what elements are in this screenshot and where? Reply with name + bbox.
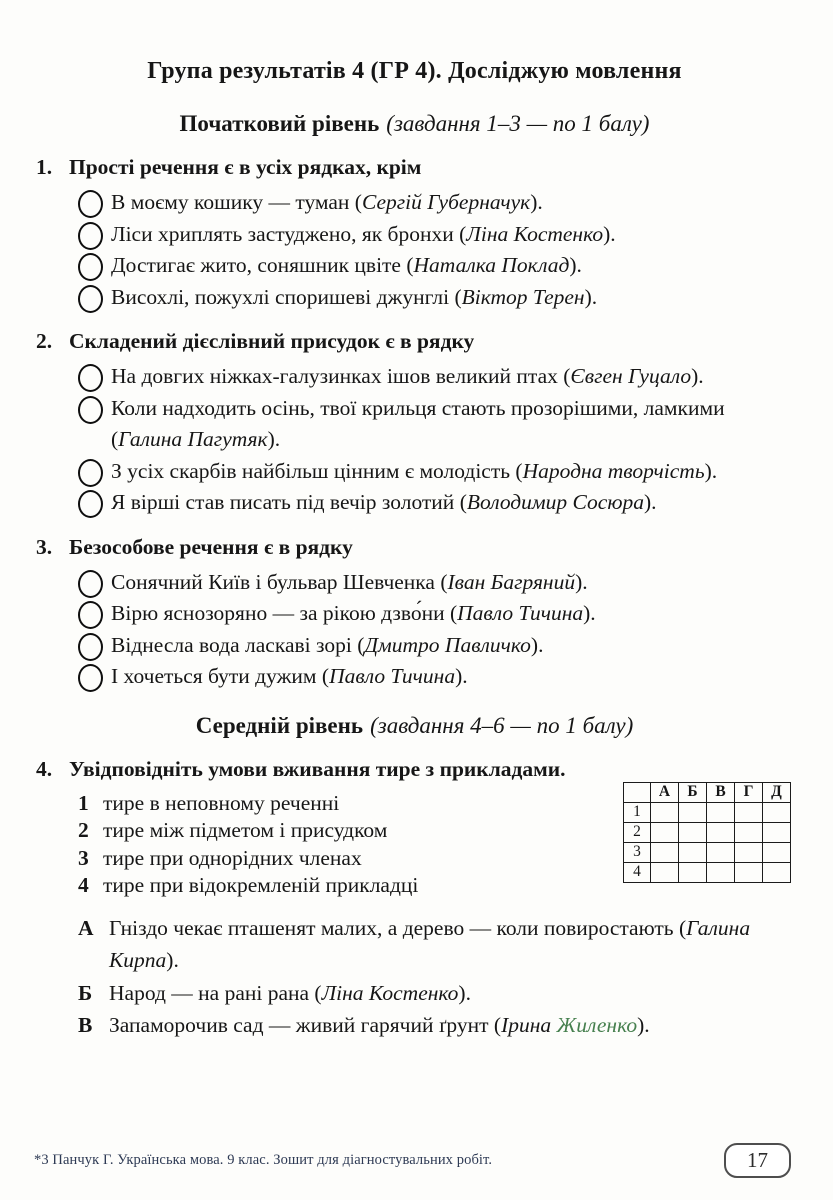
radio-circle-icon[interactable] [78,570,103,598]
footnote: *3 Панчук Г. Українська мова. 9 клас. Зошит для діагностувальних робіт. [34,1152,493,1168]
answer-grid-cell[interactable] [763,842,791,862]
condition-item [78,790,623,818]
answer-option[interactable] [78,187,793,219]
option-author: Дмитро Павличко [364,632,531,657]
answer-grid-cell[interactable] [651,822,679,842]
answer-grid-col-header: Д [763,782,791,802]
condition-list [78,790,623,900]
radio-circle-icon[interactable] [78,396,103,424]
page-footer [34,1143,791,1178]
option-author: Наталка Поклад [413,253,570,277]
condition-number: 3 [78,845,89,870]
answer-grid-cell[interactable] [735,862,763,882]
question-number: 1. [36,155,53,179]
option-text: Ліси хриплять застуджено, як бронхи (Ліна Костенко). [111,221,616,246]
option-author: Галина Пагутяк [118,427,268,451]
question-1-heading [36,152,793,182]
question-4-heading [36,754,793,784]
level-note: (завдання 1–3 — по 1 балу) [386,111,650,136]
answer-grid-row [624,802,791,822]
answer-grid-row [624,822,791,842]
answer-grid-row [624,842,791,862]
example-letter: Б [78,980,93,1005]
answer-grid-cell[interactable] [651,862,679,882]
radio-circle-icon[interactable] [78,364,103,392]
answer-grid-col-header: А [651,782,679,802]
answer-option[interactable] [78,567,793,599]
level-name: Середній рівень [195,712,364,738]
answer-grid-row-header: 2 [624,822,651,842]
example-list [78,912,778,1042]
question-prompt: Складений дієслівний присудок є в рядку [69,329,475,353]
answer-grid-col-header: В [707,782,735,802]
answer-grid-cell[interactable] [679,862,707,882]
answer-option[interactable] [78,630,793,662]
option-text: Достигає жито, соняшник цвіте (Наталка Поклад). [111,253,582,277]
question-prompt: Прості речення є в усіх рядках, крім [69,155,422,179]
question-3-options [78,567,793,693]
option-author: Володимир Сосюра [466,490,644,514]
option-text: З усіх скарбів найбільш цінним є молодість (Народна творчість). [111,458,718,483]
example-author-highlight: Жиленко [556,1013,638,1037]
answer-grid-row-header: 4 [624,862,651,882]
answer-grid-cell[interactable] [763,822,791,842]
option-author: Павло Тичина [329,664,456,688]
answer-grid-row-header: 1 [624,802,651,822]
option-text: І хочеться бути дужим (Павло Тичина). [111,664,468,688]
question-number: 4. [36,756,53,781]
level-name: Початковий рівень [179,111,380,136]
page-title: Група результатів 4 (ГР 4). Досліджую мовлення [147,58,682,84]
answer-grid-row-header: 3 [624,842,651,862]
example-item [78,912,778,977]
radio-circle-icon[interactable] [78,664,103,692]
answer-option[interactable] [78,361,793,393]
answer-grid [623,782,791,883]
answer-grid-cell[interactable] [763,802,791,822]
answer-grid-cell[interactable] [707,862,735,882]
answer-grid-col-header: Б [679,782,707,802]
page-number-badge: 17 [724,1143,791,1178]
question-prompt: Увідповідніть умови вживання тире з прикладами. [69,756,566,781]
option-author: Павло Тичина [457,601,584,625]
option-text: Вірю яснозоряно — за рікою дзво́ни (Павло Тичина). [111,601,596,625]
answer-grid-cell[interactable] [679,842,707,862]
level-note: (завдання 4–6 — по 1 балу) [370,712,634,738]
condition-item [78,872,623,900]
answer-grid-col-header: Г [735,782,763,802]
condition-number: 2 [78,818,89,842]
radio-circle-icon[interactable] [78,459,103,487]
answer-option[interactable] [78,661,793,693]
answer-grid-header-row [624,782,791,802]
example-author: Ліна Костенко [321,980,459,1005]
option-author: Сергій Губерначук [361,190,531,214]
answer-grid-row [624,862,791,882]
condition-number: 4 [78,873,89,897]
answer-option[interactable] [78,598,793,630]
answer-grid-corner-cell [624,782,651,802]
radio-circle-icon[interactable] [78,490,103,518]
question-4 [36,754,793,1042]
option-text: В моєму кошику — туман (Сергій Губерначук). [111,190,543,214]
answer-option[interactable] [78,250,793,282]
question-4-body [78,783,793,900]
question-1 [36,152,793,313]
example-text: Народ — на рані рана (Ліна Костенко). [109,980,471,1005]
answer-option[interactable] [78,456,793,488]
question-prompt: Безособове речення є в рядку [69,534,353,559]
question-number: 2. [36,329,53,353]
example-author: Ірина [501,1013,557,1037]
question-2-heading [36,326,793,356]
answer-grid-cell[interactable] [707,802,735,822]
option-author: Ліна Костенко [466,221,604,246]
level-heading-middle [36,711,793,741]
answer-grid-cell[interactable] [679,802,707,822]
question-2-options [78,361,793,519]
question-3-heading [36,532,793,562]
question-3 [36,532,793,693]
example-author: Галина Кирпа [109,915,751,972]
radio-circle-icon[interactable] [78,253,103,281]
option-text: Я вірші став писать під вечір золотий (Володимир Сосюра). [111,490,657,514]
radio-circle-icon[interactable] [78,285,103,313]
condition-item [78,845,623,873]
radio-circle-icon[interactable] [78,601,103,629]
answer-option[interactable] [78,219,793,251]
answer-grid-cell[interactable] [707,842,735,862]
option-text: Сонячний Київ і бульвар Шевченка (Іван Багряний). [111,569,588,594]
option-text: Коли надходить осінь, твої крильця стають прозорішими, ламкими (Галина Пагутяк). [111,395,725,451]
radio-circle-icon[interactable] [78,190,103,218]
answer-grid-cell[interactable] [735,822,763,842]
condition-text: тире в неповному реченні [103,790,340,815]
level-heading-beginner [36,109,793,139]
answer-grid-cell[interactable] [735,842,763,862]
example-letter: А [78,915,94,940]
answer-grid-cell[interactable] [707,822,735,842]
radio-circle-icon[interactable] [78,222,103,250]
answer-option[interactable] [78,487,793,519]
example-item [78,977,778,1010]
option-author: Віктор Терен [461,284,585,309]
example-text: Запаморочив сад — живий гарячий ґрунт (Ірина Жиленко). [109,1013,650,1037]
question-2 [36,326,793,519]
option-text: Віднесла вода ласкаві зорі (Дмитро Павличко). [111,632,544,657]
condition-text: тире при відокремленій прикладці [103,873,419,897]
example-text: Гніздо чекає пташенят малих, а дерево — коли повиростають (Галина Кирпа). [109,915,751,972]
question-1-options [78,187,793,313]
example-item [78,1009,778,1042]
example-letter: В [78,1013,93,1037]
answer-option[interactable] [78,282,793,314]
answer-grid-cell[interactable] [679,822,707,842]
option-text: Висохлі, пожухлі споришеві джунглі (Віктор Терен). [111,284,598,309]
answer-grid-cell[interactable] [763,862,791,882]
answer-grid-cell[interactable] [651,842,679,862]
answer-option[interactable] [78,393,793,456]
option-author: Народна творчість [522,458,705,483]
condition-item [78,817,623,845]
option-author: Іван Багряний [447,569,576,594]
condition-number: 1 [78,790,89,815]
answer-grid-cell[interactable] [735,802,763,822]
question-number: 3. [36,534,53,559]
answer-grid-cell[interactable] [651,802,679,822]
condition-text: тире при однорідних членах [103,845,362,870]
option-author: Євген Гуцало [570,364,692,388]
radio-circle-icon[interactable] [78,633,103,661]
option-text: На довгих ніжках-галузинках ішов великий птах (Євген Гуцало). [111,364,704,388]
condition-text: тире між підметом і присудком [103,818,388,842]
